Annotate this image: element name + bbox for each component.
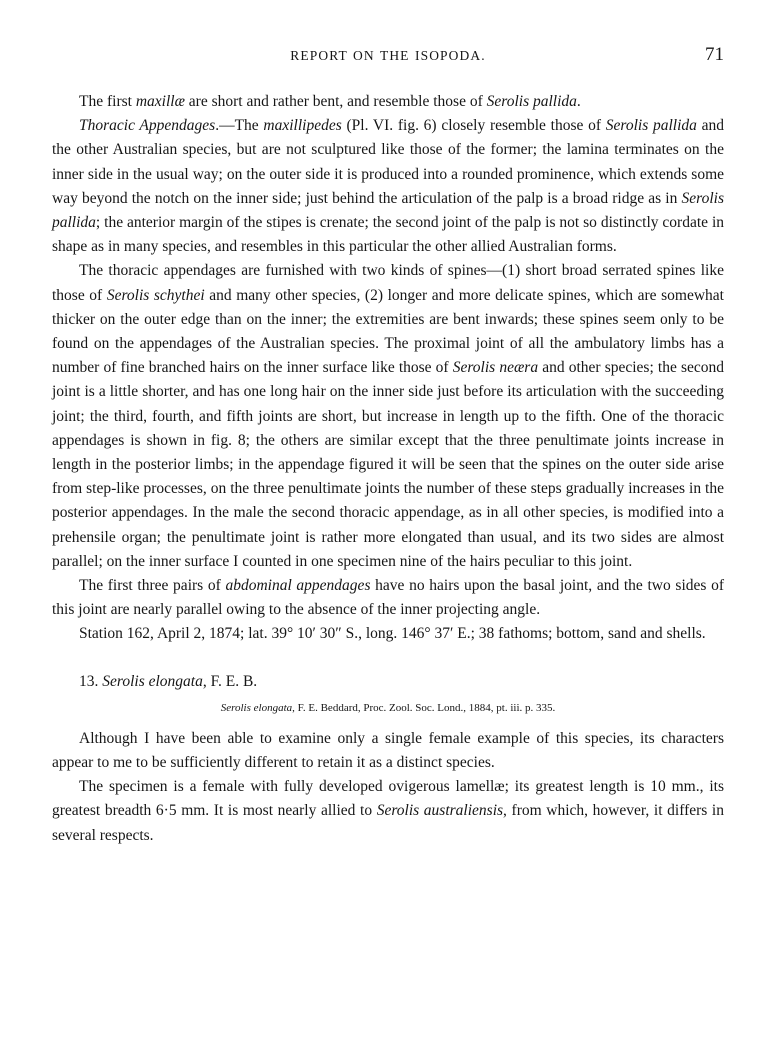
paragraph-abdominal-appendages — [52, 574, 724, 622]
text-run: .—The — [215, 117, 264, 135]
text-run: The thoracic appendages are furnished with two kinds of spines—(1) short broad serrated spines like those of — [52, 262, 724, 304]
text-run: The first — [79, 93, 136, 110]
italic-term: maxillæ — [135, 93, 185, 110]
italic-term: maxillipedes — [263, 117, 342, 135]
text-run: (Pl. VI. fig. 6) closely resemble those of — [341, 117, 606, 135]
text-run: , from which, however, it differs in several respects. — [52, 802, 724, 844]
station-record: Station 162, April 2, 1874; lat. 39° 10′ 30″ S., long. 146° 37′ E.; 38 fathoms; bottom, sand and shells. — [79, 625, 706, 643]
text-run: have no hairs upon the basal joint, and the two sides of this joint are nearly parallel owing to the absence of the inner projecting angle. — [52, 577, 724, 619]
subsection-heading: Thoracic Appendages — [79, 117, 216, 135]
citation — [52, 699, 724, 717]
paragraph-spines — [52, 259, 724, 574]
species-name: Serolis elongata — [102, 672, 203, 690]
species-name: Serolis pallida — [52, 189, 724, 232]
species-name: Serolis pallida — [605, 117, 697, 135]
text-run: and the other Australian species, but are not sculptured like those of the former; the lamina terminates on the inner side in the usual way; on the outer side it is produced into a rounded prominence, which extends some way beyond the notch on the inner side; just behind the articulation of the palp is a broad ridge as in — [52, 117, 725, 207]
italic-term: abdominal appendages — [225, 577, 371, 595]
page-number: 71 — [705, 44, 724, 65]
paragraph-thoracic-appendages — [52, 114, 724, 259]
species-name: Serolis australiensis — [376, 802, 504, 820]
paragraph-station — [52, 622, 724, 646]
section-number: 13. — [79, 672, 99, 690]
text-run: and many other species, (2) longer and more delicate spines, which are somewhat thicker on the outer edge than on the inner; the extremities are bent inwards; these spines seem only to be found on the appendages of the Australian species. The proximal joint of all the ambulatory limbs has a number of fine branched hairs on the inner surface like those of — [52, 286, 724, 377]
paragraph-single-female — [52, 727, 724, 775]
paragraph-specimen — [52, 775, 724, 848]
paragraph-maxillae — [52, 90, 724, 114]
text-run: The first three pairs of — [79, 577, 226, 595]
species-name: Serolis neæra — [452, 359, 539, 377]
species-name: Serolis pallida — [486, 93, 577, 110]
citation-text: , F. E. Beddard, Proc. Zool. Soc. Lond., 1884, pt. iii. p. 335. — [292, 701, 556, 714]
text-run: The specimen is a female with fully developed ovigerous lamellæ; its greatest length is 10 mm., its greatest breadth 6·5 mm. It is most nearly allied to — [52, 778, 724, 820]
text-run: and other species; the second joint is a little shorter, and has one long hair on the inner side just before its articulation with the succeeding joint; the third, fourth, and fifth joints are short, but increase in length up to the fifth. One of the thoracic appendages is shown in fig. 8; the others are similar except that the three penultimate joints increase in length in the posterior limbs; in the appendage figured it will be seen that the spines on the outer side arise from step-like processes, on the three penultimate joints the number of these steps gradually increases in the posterior appendages. In the male the second thoracic appendage, as in all other species, is modified into a prehensile organ; the penultimate joint is rather more elongated than usual, and its two sides are almost parallel; on the inner surface I counted in one specimen nine of the hairs peculiar to this joint. — [52, 359, 724, 570]
section-heading — [52, 670, 724, 694]
species-authority: , F. E. B. — [202, 672, 258, 690]
citation-species: Serolis elongata — [220, 701, 293, 714]
text-run: are short and rather bent, and resemble those of — [184, 93, 487, 110]
running-title: REPORT ON THE ISOPODA. — [290, 48, 486, 63]
text-run: ; the anterior margin of the stipes is crenate; the second joint of the palp is not so distinctly cordate in shape as in many species, and resembles in this particular the other allied Australian forms. — [52, 214, 724, 256]
text-run: . — [576, 93, 581, 110]
species-name: Serolis schythei — [106, 286, 205, 304]
running-header — [52, 44, 724, 70]
text-run: Although I have been able to examine only a single female example of this species, its characters appear to me to be sufficiently different to retain it as a distinct species. — [52, 729, 724, 772]
body-text — [52, 90, 724, 848]
